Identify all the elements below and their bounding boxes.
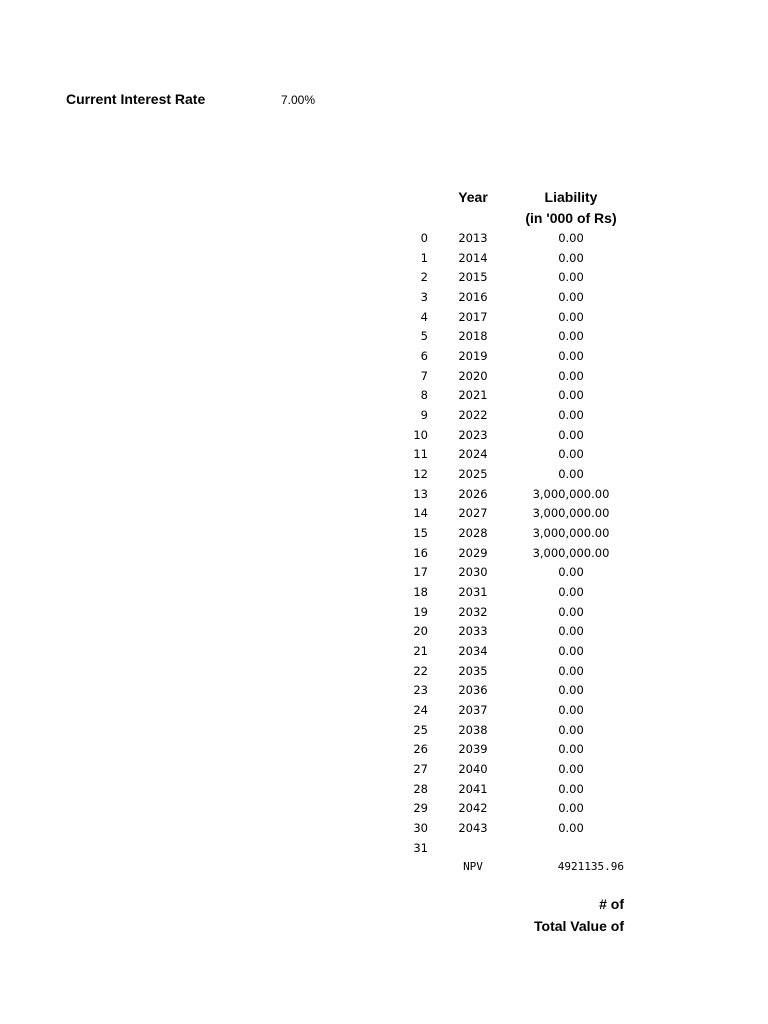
- table-row: [0, 562, 768, 582]
- table-row: [0, 818, 768, 838]
- row-year: 2028: [458, 526, 488, 541]
- row-year: 2021: [458, 388, 488, 403]
- row-liability: 0.00: [558, 231, 584, 245]
- row-year: 2017: [458, 309, 488, 324]
- row-liability: 0.00: [558, 290, 584, 305]
- table-row: [0, 366, 768, 386]
- table-row: [0, 798, 768, 818]
- row-year: 2025: [458, 467, 488, 482]
- row-year: 2038: [458, 722, 488, 737]
- row-liability: 0.00: [558, 585, 584, 600]
- table-row: [0, 680, 768, 700]
- table-row: [0, 346, 768, 366]
- table-row: [0, 385, 768, 405]
- table-row: [0, 248, 768, 268]
- row-index: 2: [420, 270, 428, 285]
- row-liability: 0.00: [558, 349, 584, 364]
- row-liability: 0.00: [558, 427, 584, 442]
- row-year: 2031: [458, 585, 488, 600]
- row-index: 23: [413, 683, 428, 698]
- row-index: 25: [413, 722, 428, 737]
- row-index: 31: [413, 840, 428, 855]
- row-liability: 3,000,000.00: [532, 486, 610, 501]
- row-index: 0: [420, 231, 428, 245]
- row-year: 2015: [458, 270, 488, 285]
- row-index: 20: [413, 624, 428, 639]
- npv-label: NPV: [463, 860, 483, 873]
- row-year: 2043: [458, 821, 488, 836]
- table-row: [0, 287, 768, 307]
- footer-count-label: # of: [599, 896, 624, 912]
- liability-column-subheader: (in '000 of Rs): [525, 210, 617, 226]
- row-index: 21: [413, 644, 428, 659]
- row-year: 2042: [458, 801, 488, 816]
- table-row: [0, 779, 768, 799]
- row-index: 15: [413, 526, 428, 541]
- row-liability: 0.00: [558, 604, 584, 619]
- row-index: 4: [420, 309, 428, 324]
- table-row: [0, 228, 768, 248]
- row-year: 2019: [458, 349, 488, 364]
- row-liability: 0.00: [558, 250, 584, 265]
- liability-column-header: Liability: [544, 189, 598, 205]
- row-year: 2034: [458, 644, 488, 659]
- row-liability: 0.00: [558, 722, 584, 737]
- row-index: 22: [413, 663, 428, 678]
- table-row: [0, 543, 768, 563]
- row-year: 2041: [458, 781, 488, 796]
- table-row: [0, 405, 768, 425]
- table-row: [0, 838, 768, 858]
- row-year: 2020: [458, 368, 488, 383]
- row-liability: 0.00: [558, 388, 584, 403]
- row-year: 2023: [458, 427, 488, 442]
- row-year: 2013: [458, 231, 488, 245]
- row-liability: 0.00: [558, 467, 584, 482]
- row-liability: 3,000,000.00: [532, 545, 610, 560]
- table-row: [0, 661, 768, 681]
- row-year: 2026: [458, 486, 488, 501]
- table-row: [0, 464, 768, 484]
- row-year: 2039: [458, 742, 488, 757]
- row-liability: 0.00: [558, 781, 584, 796]
- row-liability: 0.00: [558, 742, 584, 757]
- interest-rate-value: 7.00%: [281, 93, 316, 107]
- row-index: 6: [420, 349, 428, 364]
- table-row: [0, 484, 768, 504]
- row-index: 3: [420, 290, 428, 305]
- table-row: [0, 523, 768, 543]
- table-row: [0, 307, 768, 327]
- year-column-header: Year: [458, 189, 488, 205]
- table-row: [0, 602, 768, 622]
- row-year: 2030: [458, 565, 488, 580]
- npv-value: 4921135.96: [557, 860, 624, 873]
- table-row: [0, 720, 768, 740]
- row-index: 16: [413, 545, 428, 560]
- row-year: 2032: [458, 604, 488, 619]
- row-index: 30: [413, 821, 428, 836]
- row-index: 27: [413, 762, 428, 777]
- row-index: 18: [413, 585, 428, 600]
- row-liability: 0.00: [558, 663, 584, 678]
- row-liability: 0.00: [558, 821, 584, 836]
- row-year: 2040: [458, 762, 488, 777]
- row-liability: 0.00: [558, 270, 584, 285]
- row-year: 2022: [458, 408, 488, 423]
- row-index: 13: [413, 486, 428, 501]
- row-year: 2033: [458, 624, 488, 639]
- table-row: [0, 739, 768, 759]
- row-index: 11: [413, 447, 428, 462]
- row-year: 2027: [458, 506, 488, 521]
- row-year: 2029: [458, 545, 488, 560]
- row-liability: 0.00: [558, 408, 584, 423]
- row-year: 2018: [458, 329, 488, 344]
- table-row: [0, 503, 768, 523]
- row-index: 28: [413, 781, 428, 796]
- row-index: 12: [413, 467, 428, 482]
- row-year: 2037: [458, 703, 488, 718]
- row-liability: 0.00: [558, 624, 584, 639]
- table-row: [0, 267, 768, 287]
- row-index: 9: [420, 408, 428, 423]
- table-row: [0, 641, 768, 661]
- row-index: 17: [413, 565, 428, 580]
- row-liability: 0.00: [558, 565, 584, 580]
- row-liability: 0.00: [558, 762, 584, 777]
- row-index: 5: [420, 329, 428, 344]
- table-row: [0, 700, 768, 720]
- row-liability: 0.00: [558, 703, 584, 718]
- table-row: [0, 425, 768, 445]
- row-index: 1: [420, 250, 428, 265]
- row-year: 2014: [458, 250, 488, 265]
- row-liability: 0.00: [558, 683, 584, 698]
- table-row: [0, 326, 768, 346]
- row-index: 29: [413, 801, 428, 816]
- row-liability: 0.00: [558, 644, 584, 659]
- row-liability: 3,000,000.00: [532, 526, 610, 541]
- table-row: [0, 621, 768, 641]
- row-liability: 0.00: [558, 329, 584, 344]
- row-index: 24: [413, 703, 428, 718]
- row-index: 26: [413, 742, 428, 757]
- table-row: [0, 759, 768, 779]
- row-year: 2035: [458, 663, 488, 678]
- row-year: 2016: [458, 290, 488, 305]
- row-liability: 0.00: [558, 309, 584, 324]
- row-year: 2036: [458, 683, 488, 698]
- liability-table-body: [0, 228, 768, 858]
- table-row: [0, 444, 768, 464]
- row-liability: 0.00: [558, 447, 584, 462]
- row-index: 14: [413, 506, 428, 521]
- row-liability: 0.00: [558, 801, 584, 816]
- table-row: [0, 582, 768, 602]
- interest-rate-label: Current Interest Rate: [66, 91, 206, 107]
- row-liability: 0.00: [558, 368, 584, 383]
- row-liability: 3,000,000.00: [532, 506, 610, 521]
- row-index: 7: [420, 368, 428, 383]
- row-index: 19: [413, 604, 428, 619]
- footer-total-value-label: Total Value of: [534, 918, 624, 934]
- row-year: 2024: [458, 447, 488, 462]
- row-index: 10: [413, 427, 428, 442]
- row-index: 8: [420, 388, 428, 403]
